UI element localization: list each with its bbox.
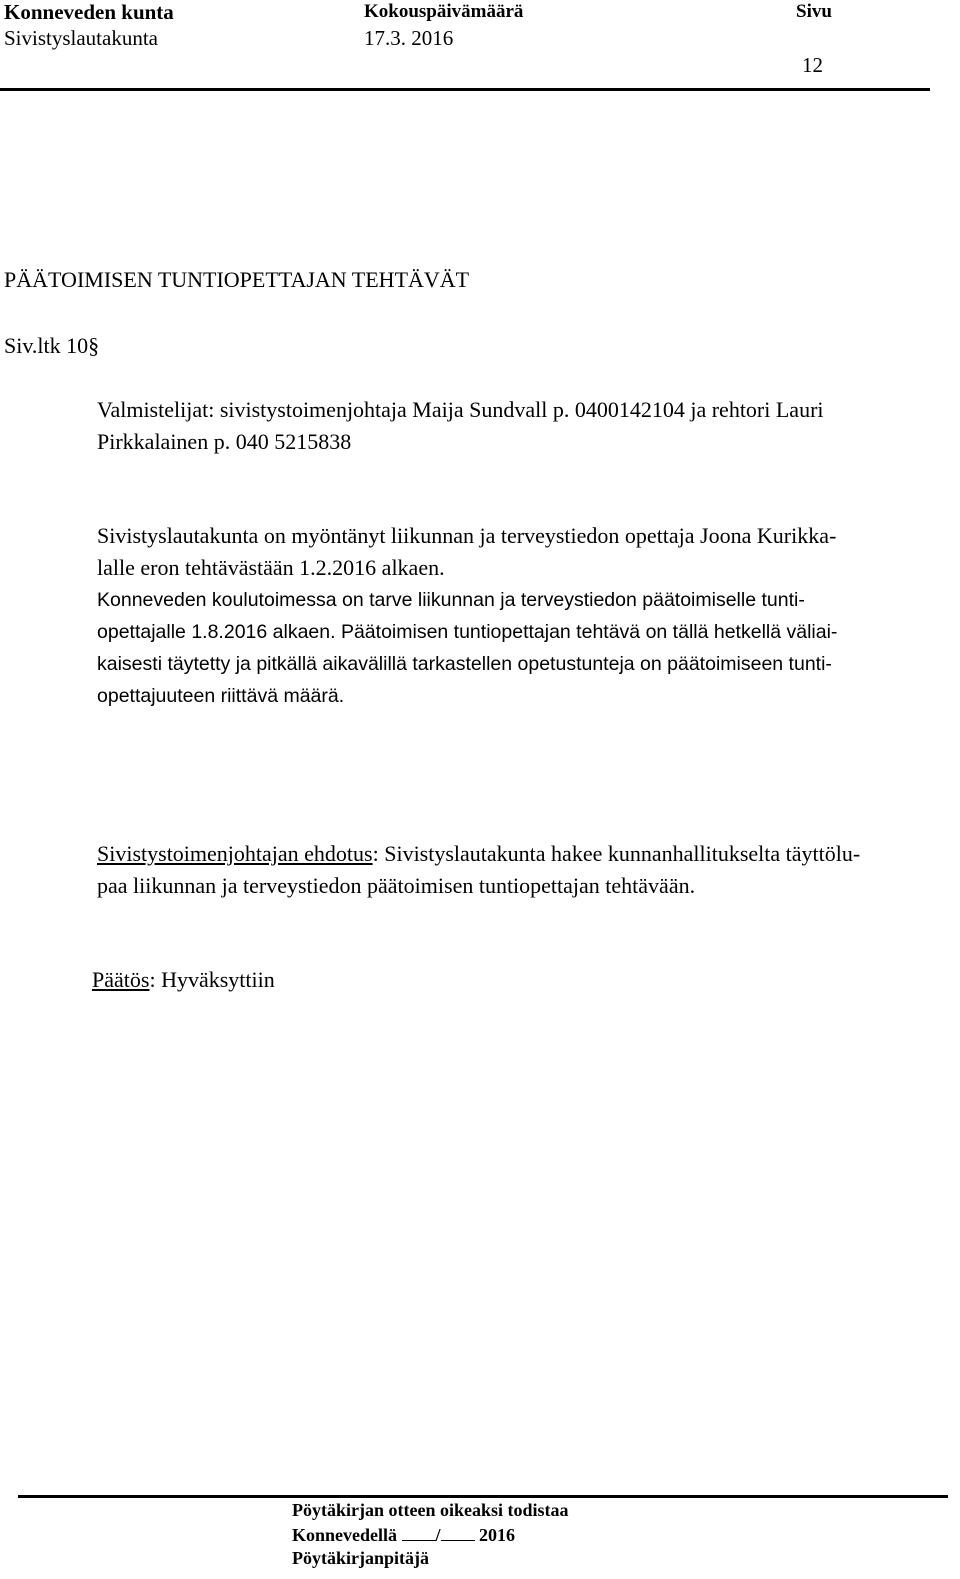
header-page-number: 12 — [802, 53, 823, 77]
body-line-5: kaisesti täytetty ja pitkällä aikavälillä tarkastellen opetustunteja on päätoimiseen tunti- — [97, 653, 832, 675]
body-line-4-rest: Päätoimisen tuntiopettajan tehtävä on tällä hetkellä väliai- — [335, 621, 838, 643]
footer-place: Konnevedellä — [292, 1525, 398, 1545]
footer-day-blank — [402, 1524, 436, 1541]
proposal-line-1 — [97, 838, 860, 870]
proposal-line-2: paa liikunnan ja terveystiedon päätoimisen tuntiopettajan tehtävään. — [97, 873, 696, 898]
header-date-label: Kokouspäivämäärä — [364, 1, 524, 22]
header-date-value: 17.3. 2016 — [364, 26, 454, 50]
footer-certification: Pöytäkirjan otteen oikeaksi todistaa — [292, 1500, 569, 1520]
footer-slash: / — [435, 1525, 441, 1545]
preparers-line-2: Pirkkalainen p. 040 5215838 — [97, 429, 352, 454]
body-line-4-date: opettajalle 1.8.2016 alkaen. — [97, 621, 336, 643]
preparers-line-1: Valmistelijat: sivistystoimenjohtaja Maija Sundvall p. 0400142104 ja rehtori Lauri — [97, 397, 824, 422]
section-reference: Siv.ltk 10§ — [4, 333, 100, 358]
header-page-label: Sivu — [796, 1, 832, 22]
header-rule — [0, 88, 930, 91]
header-org: Konneveden kunta — [4, 0, 174, 24]
footer-rule — [18, 1495, 948, 1498]
body-line-6: opettajuuteen riittävä määrä. — [97, 685, 345, 707]
footer-recorder: Pöytäkirjanpitäjä — [292, 1548, 429, 1568]
decision-label: Päätös — [92, 967, 150, 992]
footer-place-date — [292, 1524, 515, 1546]
footer-year: 2016 — [479, 1525, 516, 1545]
header-board: Sivistyslautakunta — [4, 26, 158, 50]
decision-value: : Hyväksyttiin — [149, 967, 275, 992]
body-line-1: Sivistyslautakunta on myöntänyt liikunnan ja terveystiedon opettaja Joona Kurikka- — [97, 523, 837, 548]
proposal-text: : Sivistyslautakunta hakee kunnanhallitukselta täyttölu- — [372, 841, 861, 866]
body-line-4 — [97, 616, 837, 648]
body-line-2: lalle eron tehtävästään 1.2.2016 alkaen. — [97, 555, 445, 580]
proposal-label: Sivistystoimenjohtajan ehdotus — [97, 841, 373, 866]
document-title: PÄÄTOIMISEN TUNTIOPETTAJAN TEHTÄVÄT — [4, 267, 470, 292]
decision — [92, 964, 275, 996]
footer-month-blank — [441, 1524, 475, 1541]
body-line-3: Konneveden koulutoimessa on tarve liikunnan ja terveystiedon päätoimiselle tunti- — [97, 589, 805, 611]
